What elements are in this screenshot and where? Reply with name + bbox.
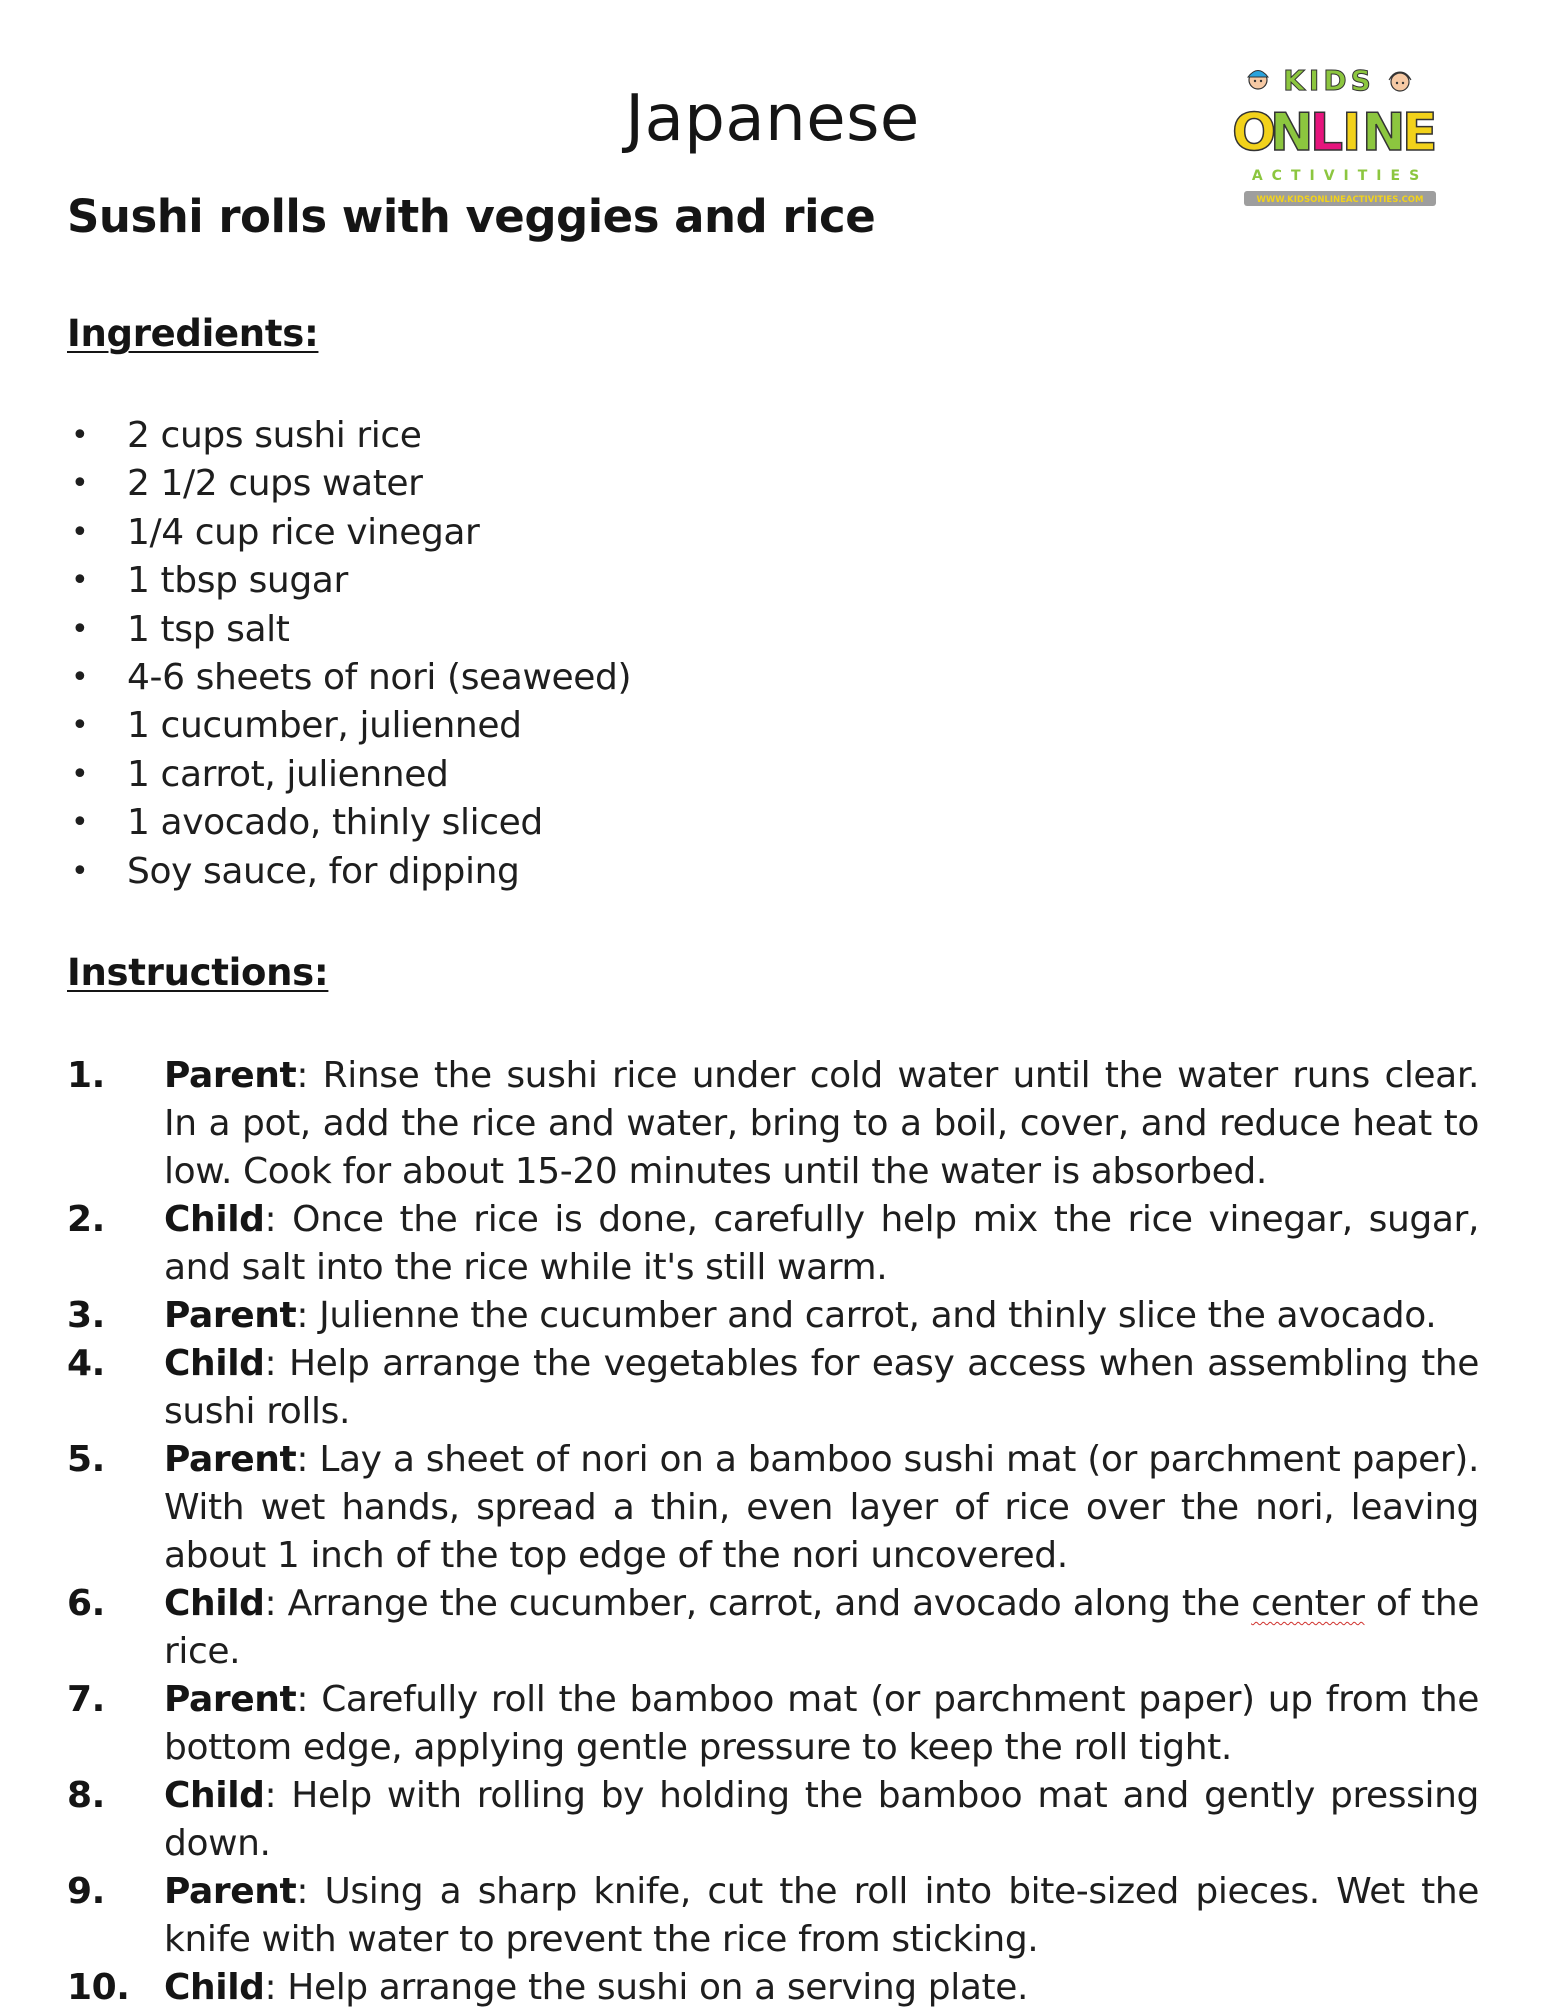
logo-url-text: WWW.KIDSONLINEACTIVITIES.COM bbox=[1256, 195, 1424, 205]
step-number: 3. bbox=[67, 1295, 105, 1336]
step-text: of the rice. bbox=[164, 1583, 1479, 1672]
step-text: : Help arrange the sushi on a serving plate. bbox=[264, 1967, 1028, 2008]
instruction-step bbox=[67, 1772, 1479, 1868]
svg-text:N: N bbox=[1362, 103, 1406, 163]
step-role: Child bbox=[164, 1343, 265, 1384]
step-text: : Julienne the cucumber and carrot, and thinly slice the avocado. bbox=[296, 1295, 1437, 1336]
bullet-icon: • bbox=[71, 756, 89, 792]
instruction-step bbox=[67, 1340, 1479, 1436]
step-number: 10. bbox=[67, 1967, 130, 2008]
svg-text:I: I bbox=[1342, 103, 1362, 163]
step-number: 5. bbox=[67, 1439, 105, 1480]
ingredient-item bbox=[67, 654, 631, 702]
ingredient-item bbox=[67, 702, 631, 750]
instruction-step bbox=[67, 1052, 1479, 1196]
ingredient-text: 1 cucumber, julienned bbox=[127, 705, 522, 747]
ingredient-item bbox=[67, 751, 631, 799]
step-number: 8. bbox=[67, 1775, 105, 1816]
instruction-step bbox=[67, 1436, 1479, 1580]
instruction-step bbox=[67, 1196, 1479, 1292]
instruction-step bbox=[67, 1868, 1479, 1964]
svg-text:E: E bbox=[1402, 103, 1438, 163]
bullet-icon: • bbox=[71, 418, 89, 453]
ingredient-item bbox=[67, 509, 631, 557]
step-role: Child bbox=[164, 1199, 265, 1240]
step-text: : Once the rice is done, carefully help mix the rice vinegar, sugar, and salt into the rice while it's still warm. bbox=[164, 1199, 1479, 1288]
ingredient-text: 1/4 cup rice vinegar bbox=[127, 511, 480, 553]
step-role: Child bbox=[164, 1967, 265, 2008]
step-text: : Rinse the sushi rice under cold water until the water runs clear. In a pot, add the rice and water, bring to a boil, cover, and reduce heat to low. Cook for about 15-20 minutes until the water is absorbed. bbox=[164, 1055, 1479, 1192]
ingredient-text: 2 1/2 cups water bbox=[127, 463, 423, 505]
ingredient-text: 4-6 sheets of nori (seaweed) bbox=[127, 656, 632, 698]
step-number: 1. bbox=[67, 1055, 105, 1096]
instruction-step bbox=[67, 1580, 1479, 1676]
ingredient-item bbox=[67, 557, 631, 605]
bullet-icon: • bbox=[71, 805, 89, 841]
step-role: Child bbox=[164, 1583, 265, 1624]
step-text: : Arrange the cucumber, carrot, and avocado along the bbox=[264, 1583, 1252, 1624]
logo-activities-text: ACTIVITIES bbox=[1251, 168, 1429, 184]
ingredient-item bbox=[67, 848, 631, 896]
ingredients-heading: Ingredients: bbox=[67, 312, 319, 355]
ingredient-text: Soy sauce, for dipping bbox=[127, 850, 520, 892]
bullet-icon: • bbox=[71, 611, 89, 647]
recipe-subtitle: Sushi rolls with veggies and rice bbox=[67, 190, 876, 243]
step-role: Child bbox=[164, 1775, 265, 1816]
step-text: : Carefully roll the bamboo mat (or parchment paper) up from the bottom edge, applying gentle pressure to keep the roll tight. bbox=[164, 1679, 1479, 1768]
bullet-icon: • bbox=[71, 514, 89, 550]
page-title: Japanese bbox=[625, 82, 920, 156]
bullet-icon: • bbox=[71, 563, 89, 599]
step-role: Parent bbox=[164, 1679, 297, 1720]
instructions-heading: Instructions: bbox=[67, 951, 329, 994]
ingredient-item bbox=[67, 799, 631, 847]
step-role: Parent bbox=[164, 1055, 297, 1096]
svg-text:L: L bbox=[1310, 103, 1344, 163]
ingredient-text: 1 avocado, thinly sliced bbox=[127, 802, 543, 844]
step-number: 6. bbox=[67, 1583, 105, 1624]
ingredient-item bbox=[67, 412, 631, 460]
bullet-icon: • bbox=[71, 708, 89, 744]
bullet-icon: • bbox=[71, 659, 89, 695]
logo-kids-text: KIDS bbox=[1283, 64, 1375, 97]
instruction-step bbox=[67, 1676, 1479, 1772]
spellcheck-marked-word[interactable]: center bbox=[1251, 1583, 1365, 1624]
svg-text:O: O bbox=[1232, 103, 1277, 163]
svg-text:N: N bbox=[1270, 103, 1314, 163]
ingredient-text: 1 tbsp sugar bbox=[127, 560, 348, 602]
ingredient-text: 2 cups sushi rice bbox=[127, 415, 422, 456]
step-text: : Using a sharp knife, cut the roll into bite-sized pieces. Wet the knife with water to prevent the rice from sticking. bbox=[164, 1871, 1479, 1960]
step-number: 9. bbox=[67, 1871, 105, 1912]
ingredient-item bbox=[67, 460, 631, 508]
ingredients-list bbox=[67, 412, 631, 896]
instructions-list bbox=[67, 1052, 1479, 2012]
step-number: 4. bbox=[67, 1343, 105, 1384]
step-number: 2. bbox=[67, 1199, 105, 1240]
bullet-icon: • bbox=[71, 853, 89, 889]
instruction-step bbox=[67, 1964, 1479, 2012]
step-role: Parent bbox=[164, 1871, 297, 1912]
step-role: Parent bbox=[164, 1439, 297, 1480]
step-text: : Help with rolling by holding the bamboo mat and gently pressing down. bbox=[164, 1775, 1479, 1864]
ingredient-text: 1 tsp salt bbox=[127, 608, 290, 650]
step-role: Parent bbox=[164, 1295, 297, 1336]
step-number: 7. bbox=[67, 1679, 105, 1720]
instruction-step bbox=[67, 1292, 1479, 1340]
ingredient-text: 1 carrot, julienned bbox=[127, 753, 449, 795]
bullet-icon: • bbox=[71, 466, 89, 502]
ingredient-item bbox=[67, 606, 631, 654]
step-text: : Lay a sheet of nori on a bamboo sushi mat (or parchment paper). With wet hands, spread a thin, even layer of rice over the nori, leaving about 1 inch of the top edge of the nori uncovered. bbox=[164, 1439, 1479, 1576]
step-text: : Help arrange the vegetables for easy access when assembling the sushi rolls. bbox=[164, 1343, 1479, 1432]
